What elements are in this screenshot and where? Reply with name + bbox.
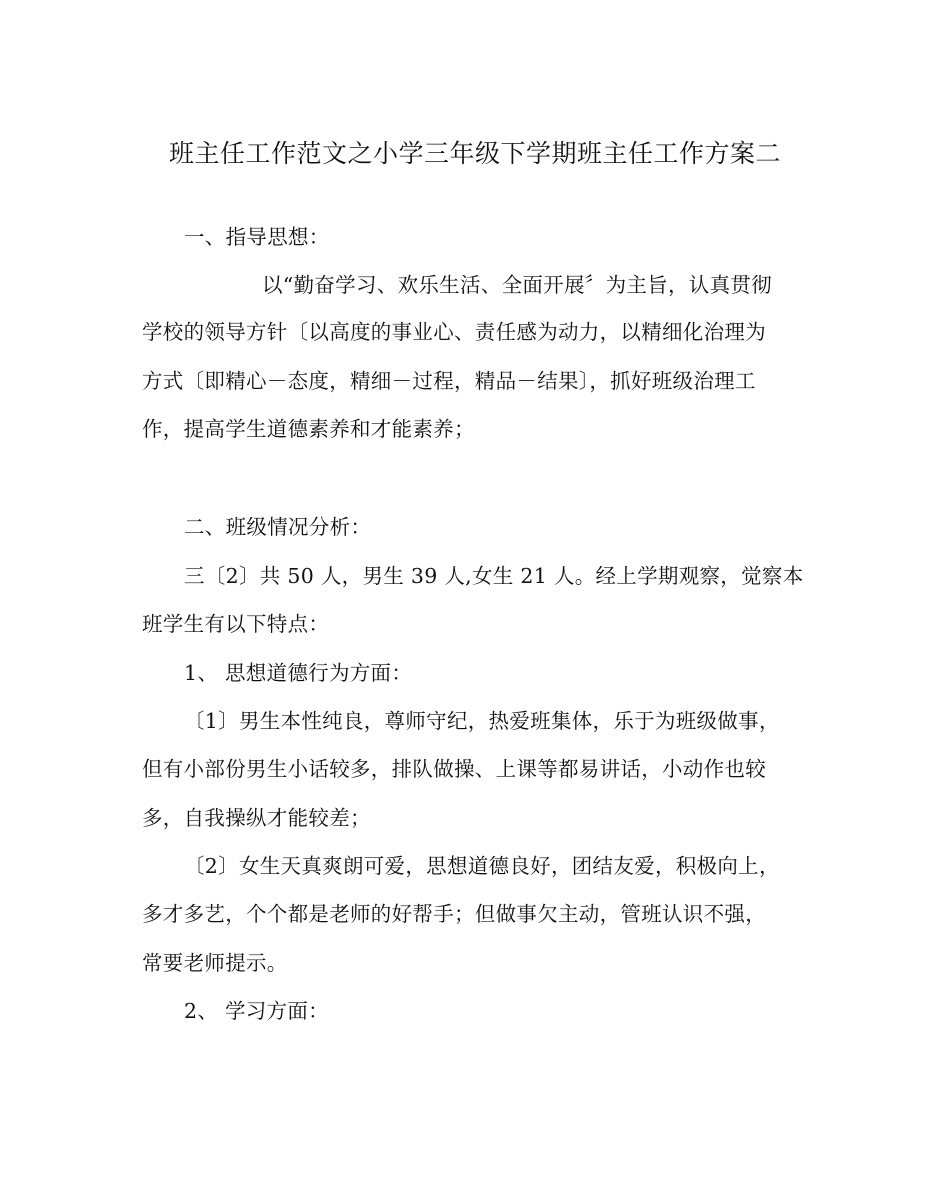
paragraph-line: 但有小部份男生小话较多，排队做操、上课等都易讲话，小动作也较 (142, 757, 766, 781)
section-heading-class-analysis: 二、班级情况分析： (184, 515, 372, 539)
paragraph-line: 〔1〕男生本性纯良，尊师守纪，热爱班集体，乐于为班级做事， (184, 709, 780, 733)
paragraph-line: 三〔2〕共 50 人，男生 39 人,女生 21 人。经上学期观察，觉察本 (184, 564, 804, 588)
paragraph-line: 方式〔即精心－态度，精细－过程，精品－结果〕，抓好班级治理工 (142, 369, 756, 393)
paragraph-line: 以“勤奋学习、欢乐生活、全面开展〞为主旨，认真贯彻 (262, 273, 772, 297)
subsection-heading-moral-behavior: 1、 思想道德行为方面： (184, 661, 413, 685)
subsection-heading-study: 2、 学习方面： (184, 999, 329, 1023)
paragraph-line: 作，提高学生道德素养和才能素养； (142, 417, 475, 441)
document-title: 班主任工作范文之小学三年级下学期班主任工作方案二 (168, 139, 781, 168)
paragraph-line: 多，自我操纵才能较差； (142, 806, 371, 830)
paragraph-line: 学校的领导方针〔以高度的事业心、责任感为动力，以精细化治理为 (142, 320, 766, 344)
paragraph-line: 多才多艺，个个都是老师的好帮手；但做事欠主动，管班认识不强， (142, 902, 766, 926)
paragraph-line: 〔2〕女生天真爽朗可爱，思想道德良好，团结友爱，积极向上， (184, 854, 780, 878)
paragraph-line: 常要老师提示。 (142, 951, 288, 975)
section-heading-guiding-thought: 一、指导思想： (184, 225, 330, 249)
paragraph-line: 班学生有以下特点： (142, 612, 330, 636)
